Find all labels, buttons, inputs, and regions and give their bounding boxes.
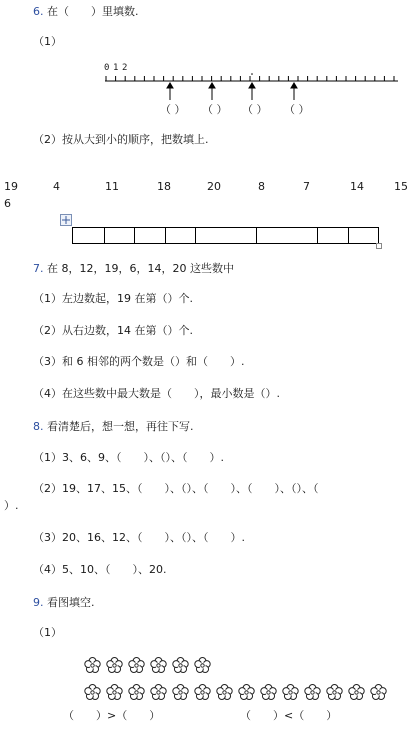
number-item: 14	[350, 180, 364, 193]
q8-heading	[33, 420, 194, 434]
answer-grid	[72, 227, 379, 244]
q7-line-4: （4）在这些数中最大数是（ ），最小数是（）.	[33, 387, 280, 400]
number-item: 19	[4, 180, 18, 193]
flower-icon	[259, 683, 278, 701]
number-item: 11	[105, 180, 119, 193]
number-line-label-1: 1	[113, 63, 119, 73]
q7-line-1: （1）左边数起，19 在第（）个.	[33, 292, 193, 305]
q8-line-2: （2）19、17、15、（ ）、（）、（ ）、（ ）、（）、（	[33, 482, 319, 495]
q8-title: 看清楚后，想一想，再往下写.	[47, 420, 194, 433]
flower-icon	[193, 683, 212, 701]
answer-cell[interactable]	[257, 228, 318, 244]
number-item: 7	[303, 180, 310, 193]
flower-icon	[171, 683, 190, 701]
q7-line-2: （2）从右边数，14 在第（）个.	[33, 324, 193, 337]
number-line-blank-4: （ ）	[284, 103, 310, 116]
flower-icon	[193, 656, 212, 674]
q9-title: 看图填空.	[47, 596, 95, 609]
compare-left: （ ）>（ ）	[63, 709, 161, 722]
flower-icon	[237, 683, 256, 701]
number-line-blank-1: （ ）	[160, 103, 186, 116]
q8-number: 8.	[33, 420, 44, 433]
q8-line-1: （1）3、6、9、（ ）、（）、（ ）.	[33, 451, 224, 464]
q6-part1-label: （1）	[33, 35, 62, 48]
number-line-label-2: 2	[122, 63, 128, 73]
flower-icon	[83, 656, 102, 674]
flower-icon	[149, 656, 168, 674]
number-item: 20	[207, 180, 221, 193]
answer-cell[interactable]	[105, 228, 135, 244]
q7-number: 7.	[33, 262, 44, 275]
flower-row-2	[83, 683, 391, 705]
answer-cell[interactable]	[318, 228, 349, 244]
number-item: 6	[4, 197, 11, 210]
answer-cell[interactable]	[196, 228, 257, 244]
q8-line-2-cont: ）.	[4, 499, 19, 512]
q7-title: 在 8，12，19，6，14，20 这些数中	[47, 262, 234, 275]
table-move-handle-icon[interactable]	[60, 214, 72, 226]
number-line-blank-3: （ ）	[242, 103, 268, 116]
flower-icon	[281, 683, 300, 701]
answer-cell[interactable]	[349, 228, 379, 244]
flower-icon	[215, 683, 234, 701]
flower-icon	[369, 683, 388, 701]
answer-cell[interactable]	[166, 228, 196, 244]
flower-icon	[105, 683, 124, 701]
flower-icon	[127, 656, 146, 674]
q6-title: 在（ ）里填数.	[47, 5, 139, 18]
flower-icon	[127, 683, 146, 701]
number-item: 8	[258, 180, 265, 193]
answer-cell[interactable]	[73, 228, 105, 244]
number-line-label-0: 0	[104, 63, 110, 73]
q9-number: 9.	[33, 596, 44, 609]
q9-heading	[33, 596, 95, 610]
table-resize-handle-icon[interactable]	[376, 243, 382, 249]
answer-cell[interactable]	[135, 228, 166, 244]
flower-icon	[171, 656, 190, 674]
flower-row-1	[83, 656, 215, 678]
q6-number: 6.	[33, 5, 44, 18]
flower-icon	[303, 683, 322, 701]
q9-part1-label: （1）	[33, 626, 62, 639]
flower-icon	[83, 683, 102, 701]
number-line-blank-2: （ ）	[202, 103, 228, 116]
q8-line-4: （4）5、10、（ ）、20.	[33, 563, 167, 576]
compare-right: （ ）<（ ）	[240, 709, 338, 722]
q6-part2: （2）按从大到小的顺序，把数填上.	[33, 133, 209, 146]
number-item: 4	[53, 180, 60, 193]
number-item: 18	[157, 180, 171, 193]
q7-line-3: （3）和 6 相邻的两个数是（）和（ ）.	[33, 355, 245, 368]
flower-icon	[325, 683, 344, 701]
number-item: 15	[394, 180, 408, 193]
q6-heading	[33, 5, 139, 19]
q7-heading	[33, 262, 234, 276]
flower-icon	[347, 683, 366, 701]
q8-line-3: （3）20、16、12、（ ）、（）、（ ）.	[33, 531, 245, 544]
flower-icon	[105, 656, 124, 674]
flower-icon	[149, 683, 168, 701]
